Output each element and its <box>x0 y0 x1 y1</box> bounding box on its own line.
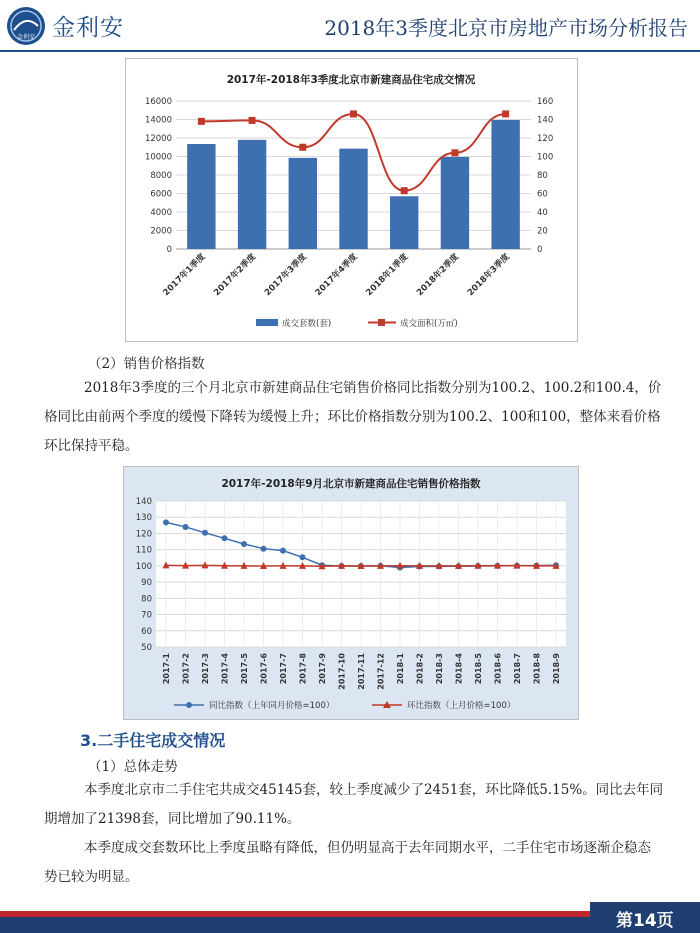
y-left-tick-label: 12000 <box>144 134 172 144</box>
chart-title: 2017年-2018年3季度北京市新建商品住宅成交情况 <box>226 74 476 86</box>
x-tick-label: 2018-8 <box>532 653 542 685</box>
header-divider <box>0 50 700 52</box>
legend-yoy: 同比指数（上年同月价格=100） <box>209 701 335 711</box>
line-point <box>249 117 256 124</box>
bar <box>491 120 519 249</box>
report-title: 2018年3季度北京市房地产市场分析报告 <box>324 16 688 40</box>
line-point <box>202 530 208 536</box>
y-right-tick-label: 140 <box>537 115 554 126</box>
line-point <box>451 149 458 156</box>
y-left-tick-label: 4000 <box>150 208 172 218</box>
line-point <box>350 110 357 117</box>
legend-units: 成交套数(套) <box>282 319 332 329</box>
y-right-tick-label: 40 <box>537 208 548 218</box>
x-tick-label: 2018-1 <box>396 653 405 685</box>
x-tick-label: 2017-2 <box>181 653 191 685</box>
chart-transactions <box>126 59 577 341</box>
bar <box>390 196 418 249</box>
legend-area: 成交面积(万㎡) <box>400 319 458 329</box>
chart-price-index <box>124 467 578 719</box>
x-tick-label: 2018年1季度 <box>364 252 411 299</box>
x-tick-label: 2018-4 <box>454 653 464 685</box>
legend-swatch-units <box>256 319 278 326</box>
y-tick-label: 100 <box>135 561 152 572</box>
line-point <box>241 541 247 547</box>
line-point <box>163 519 169 525</box>
section-heading: 3.二手住宅成交情况 <box>80 731 226 750</box>
x-tick-label: 2017年4季度 <box>313 252 360 299</box>
y-right-tick-label: 160 <box>537 97 554 107</box>
x-tick-label: 2017-9 <box>318 653 327 685</box>
y-tick-label: 140 <box>135 497 152 507</box>
chart-title: 2017年-2018年9月北京市新建商品住宅销售价格指数 <box>221 478 481 490</box>
x-tick-label: 2017-10 <box>337 653 347 690</box>
y-left-tick-label: 0 <box>166 245 172 255</box>
y-right-tick-label: 120 <box>537 134 554 144</box>
legend-mom: 环比指数（上月价格=100） <box>407 701 516 711</box>
y-left-tick-label: 8000 <box>150 171 172 181</box>
x-tick-label: 2017-6 <box>259 653 269 685</box>
x-tick-label: 2017-3 <box>201 653 210 685</box>
line-point <box>299 144 306 151</box>
line-point <box>300 554 306 560</box>
y-left-tick-label: 6000 <box>150 189 172 200</box>
line-point <box>222 535 228 541</box>
page-number: 第14页 <box>616 911 674 931</box>
x-tick-label: 2017-11 <box>357 653 366 690</box>
footer-blue-bar <box>0 917 590 933</box>
subheading-price-index: （2）销售价格指数 <box>88 356 205 372</box>
paragraph-secondhand-1: 本季度北京市二手住宅共成交45145套，较上季度减少了2451套，环比降低5.15%。同比去年同期增加了21398套，同比增加了90.11%。 <box>44 782 664 827</box>
y-tick-label: 60 <box>141 626 152 637</box>
legend-marker-area <box>378 319 385 326</box>
x-tick-label: 2017-5 <box>240 653 249 685</box>
y-tick-label: 70 <box>141 610 152 621</box>
bar <box>238 140 266 249</box>
line-point <box>502 110 509 117</box>
chart-transactions-frame <box>125 58 578 342</box>
bar <box>289 158 317 249</box>
y-tick-label: 120 <box>135 529 152 540</box>
x-tick-label: 2017-4 <box>220 653 230 685</box>
bar <box>339 149 367 249</box>
y-left-tick-label: 2000 <box>150 226 172 237</box>
bar <box>441 157 469 249</box>
x-tick-label: 2018-9 <box>552 653 561 685</box>
y-tick-label: 110 <box>135 545 152 556</box>
y-left-tick-label: 16000 <box>144 97 172 107</box>
x-tick-label: 2018-7 <box>513 653 522 685</box>
chart-price-index-frame <box>123 466 579 720</box>
y-tick-label: 50 <box>141 643 152 653</box>
brand-name: 金利安 <box>52 15 124 41</box>
x-tick-label: 2018-3 <box>435 653 444 685</box>
y-tick-label: 130 <box>135 513 152 524</box>
x-tick-label: 2018-5 <box>474 653 483 685</box>
logo-text: 金利安 <box>16 34 36 41</box>
x-tick-label: 2018年2季度 <box>415 252 462 299</box>
line-point <box>183 524 189 530</box>
legend-marker-yoy <box>186 702 192 708</box>
x-tick-label: 2017年3季度 <box>262 252 309 299</box>
y-left-tick-label: 10000 <box>144 152 172 163</box>
paragraph-secondhand-2: 本季度成交套数环比上季度虽略有降低，但仍明显高于去年同期水平，二手住宅市场逐渐企稳态势已较为明显。 <box>44 840 651 885</box>
y-right-tick-label: 20 <box>537 226 548 237</box>
line-point <box>261 546 267 552</box>
x-tick-label: 2017-8 <box>298 653 308 685</box>
subheading-overall-trend: （1）总体走势 <box>88 759 178 775</box>
x-tick-label: 2017-7 <box>279 653 288 685</box>
y-right-tick-label: 60 <box>537 189 548 200</box>
line-point <box>401 187 408 194</box>
y-tick-label: 90 <box>141 578 152 589</box>
y-tick-label: 80 <box>141 594 152 605</box>
x-tick-label: 2017年2季度 <box>212 252 259 299</box>
y-left-tick-label: 14000 <box>144 115 172 126</box>
line-point <box>198 118 205 125</box>
line-point <box>280 548 286 554</box>
x-tick-label: 2017-12 <box>376 653 386 690</box>
y-right-tick-label: 80 <box>537 171 548 181</box>
bar <box>187 144 215 249</box>
x-tick-label: 2018年3季度 <box>465 252 512 299</box>
paragraph-price-index: 2018年3季度的三个月北京市新建商品住宅销售价格同比指数分别为100.2、100.2和100.4，价格同比由前两个季度的缓慢下降转为缓慢上升；环比价格指数分别为100.2、100和100，整体来看价格环比保持平稳。 <box>44 380 662 454</box>
y-right-tick-label: 100 <box>537 152 554 163</box>
x-tick-label: 2017-1 <box>162 653 171 685</box>
y-right-tick-label: 0 <box>537 245 543 255</box>
x-tick-label: 2018-2 <box>415 653 425 685</box>
x-tick-label: 2017年1季度 <box>161 252 208 299</box>
brand-logo-icon <box>6 6 46 46</box>
x-tick-label: 2018-6 <box>493 653 503 685</box>
